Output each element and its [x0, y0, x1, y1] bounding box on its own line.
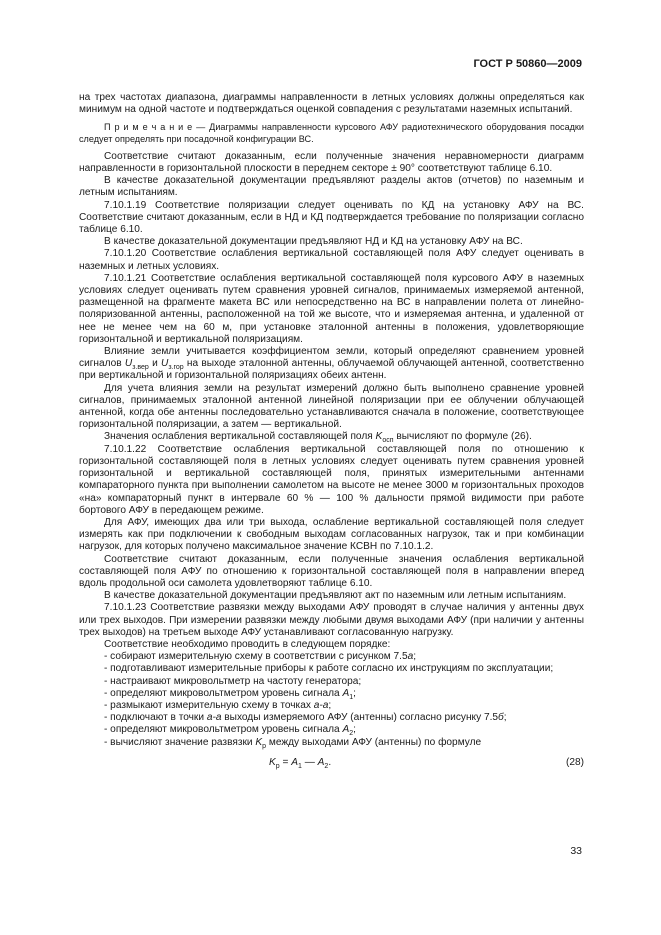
list-item: - настраивают микровольтметр на частоту генератора; [104, 675, 362, 687]
formula-28 [79, 755, 584, 771]
note-label: П р и м е ч а н и е [104, 122, 193, 133]
paragraph: В качестве доказательной документации предъявляют акт по наземным или летным испытаниям. [104, 590, 567, 602]
page-number: 33 [570, 845, 582, 857]
clause-7-10-1-20: 7.10.1.20 Соответствие ослабления вертикальной составляющей поля АФУ следует оценивать в наземных и летных условиях. [79, 248, 584, 272]
list-item: - определяют микровольтметром уровень сигнала $A_2$; [104, 724, 356, 738]
list-item: - собирают измерительную схему в соответствии с рисунком 7.5а; [104, 651, 417, 663]
paragraph-ground-influence: Влияние земли учитывается коэффициентом земли, который определяют сравнением уровней сигналов $U_{з.вер}$ и $U_{з.гор}$ на выходе эталонной антенны, облучаемой облучающей антенной, соответственно при вертикальной и горизонтальной поляризациях обеих антенн. [79, 346, 584, 382]
paragraph: Соответствие необходимо проводить в следующем порядке: [104, 638, 391, 650]
paragraph: Для АФУ, имеющих два или три выхода, ослабление вертикальной составляющей поля следует измерять как при подключении к свободным выходам согласованных нагрузок, так и при комбинации нагрузок, для которых получено максимальное значение КСВН по 7.10.1.2. [79, 516, 584, 553]
clause-7-10-1-19: 7.10.1.19 Соответствие поляризации следует оценивать по КД на установку АФУ на ВС. Соответствие считают доказанным, если в НД и КД подтверждается требование по поляризации согласно таблице 6.10. [79, 199, 584, 236]
paragraph: Для учета влияния земли на результат измерений должно быть выполнено сравнение уровней сигналов, принимаемых эталонной антенной линейной поляризации при ее облучении облучающей антенной, когда обе антенны последовательно устанавливаются сначала в положение, соответствующее горизонтальной поляризации, а затем — вертикальной. [79, 382, 584, 431]
list-item: - размыкают измерительную схему в точках а-а; [104, 699, 332, 711]
paragraph: Соответствие считают доказанным, если полученные значения неравномерности диаграмм направленности в горизонтальной плоскости в переднем секторе ± 90° соответствуют таблице 6.10. [79, 150, 584, 175]
paragraph-continuation: на трех частотах диапазона, диаграммы направленности в летных условиях должны определяться как минимум на одной частоте и подтверждаться оценкой совпадения с результатами наземных испытаний. [79, 92, 584, 116]
list-item: - подготавливают измерительные приборы к работе согласно их инструкциям по эксплуатации; [104, 663, 554, 675]
list-item: - определяют микровольтметром уровень сигнала $A_1$; [104, 687, 356, 701]
paragraph-formula-ref: Значения ослабления вертикальной составляющей поля $K_{осп}$ вычисляют по формуле (26). [104, 431, 532, 445]
list-item: - вычисляют значение развязки $K_р$ между выходами АФУ (антенны) по формуле [104, 736, 482, 750]
list-item: - подключают в точки а-а выходы измеряемого АФУ (антенны) согласно рисунку 7.5б; [104, 712, 507, 724]
formula-number: (28) [565, 756, 584, 768]
standard-header: ГОСТ Р 50860—2009 [473, 58, 582, 70]
clause-7-10-1-23: 7.10.1.23 Соответствие развязки между выходами АФУ проводят в случае наличия у антенны двух или трех выходов. При измерении развязки между любыми двумя выходами АФУ (при наличии у антенны трех выходов) на третьем выходе АФУ устанавливают согласованную нагрузку. [79, 602, 584, 638]
note-text: — Диаграммы направленности курсового АФУ радиотехнического оборудования посадки следует определять при посадочной конфигурации ВС. [79, 122, 584, 144]
clause-7-10-1-21: 7.10.1.21 Соответствие ослабления вертикальной составляющей поля курсового АФУ в наземных условиях следует оценивать путем сравнения уровней сигналов, принимаемых измеряемой антенной, размещенной на фрагменте макета ВС или непосредственно на ВС в направлении полета от линейно-поляризованной антенны, расположенной на той же высоте, что и измеряемая антенна, и удаленной от нее не менее чем на 60 м, при установке эталонной антенны в положения, удовлетворяющие горизонтальной и вертикальной поляризациям. [79, 272, 584, 345]
paragraph: Соответствие считают доказанным, если полученные значения ослабления вертикальной составляющей поля АФУ по отношению к горизонтальной составляющей поля в направлении вперед вдоль продольной оси самолета удовлетворяют таблице 6.10. [79, 553, 584, 589]
page-content [79, 92, 584, 771]
paragraph: В качестве доказательной документации предъявляют разделы актов (отчетов) по наземным и летным испытаниям. [79, 175, 584, 199]
formula-expression: $K_р = A_1$ — $A_2$. [269, 756, 332, 770]
note [79, 122, 584, 144]
paragraph: В качестве доказательной документации предъявляют НД и КД на установку АФУ на ВС. [104, 236, 523, 248]
clause-7-10-1-22: 7.10.1.22 Соответствие ослабления вертикальной составляющей поля по отношению к горизонтальной составляющей поля в летных условиях следует оценивать путем сравнения уровней горизонтальной и вертикальной составляющей поля, принятых измерительными антеннами компараторного пункта при выполнении самолетом на высоте не менее 3000 м горизонтальных проходов «на» компараторный пункт в интервале 60 % — 100 % дальности прямой видимости при работе бортового АФУ в передающем режиме. [79, 443, 584, 516]
